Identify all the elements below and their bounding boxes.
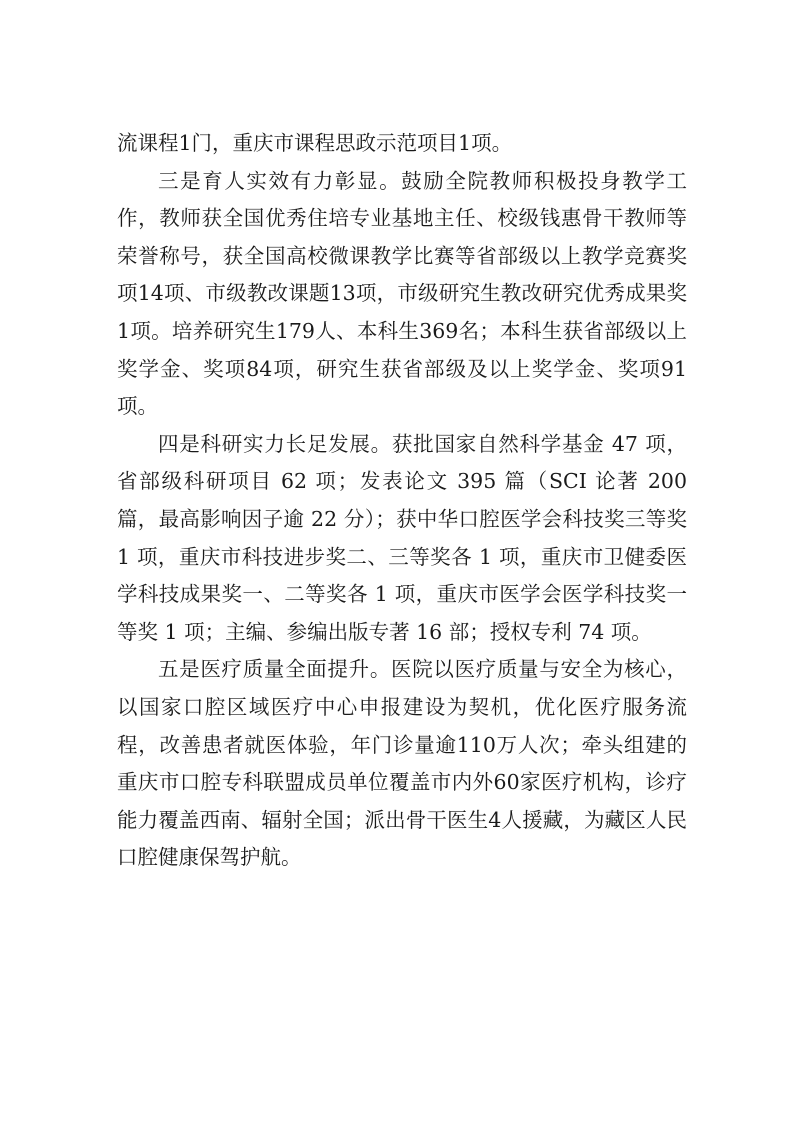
paragraph-research-development: 四是科研实力长足发展。获批国家自然科学基金 47 项，省部级科研项目 62 项；发表论文 395 篇（SCI 论著 200 篇，最高影响因子逾 22 分）；获中华口腔医学会科技奖三等奖 1 项，重庆市科技进步奖二、三等奖各 1 项，重庆市卫健委医学科技成果奖一、二等奖各 1 项，重庆市医学会医学科技奖一等奖 1 项；主编、参编出版专著 16 部；授权专利 74 项。 (117, 431, 687, 644)
paragraph-continuation: 流课程1门，重庆市课程思政示范项目1项。 (117, 131, 513, 155)
document-body (117, 125, 687, 877)
paragraph-education-results: 三是育人实效有力彰显。鼓励全院教师积极投身教学工作，教师获全国优秀住培专业基地主任、校级钱惠骨干教师等荣誉称号，获全国高校微课教学比赛等省部级以上教学竞赛奖项14项、市级教改课题13项，市级研究生教改研究优秀成果奖1项。培养研究生179人、本科生369名；本科生获省部级以上奖学金、奖项84项，研究生获省部级及以上奖学金、奖项91项。 (117, 168, 687, 419)
paragraph-medical-quality: 五是医疗质量全面提升。医院以医疗质量与安全为核心，以国家口腔区域医疗中心申报建设为契机，优化医疗服务流程，改善患者就医体验，年门诊量逾110万人次；牵头组建的重庆市口腔专科联盟成员单位覆盖市内外60家医疗机构，诊疗能力覆盖西南、辐射全国；派出骨干医生4人援藏，为藏区人民口腔健康保驾护航。 (117, 657, 687, 870)
